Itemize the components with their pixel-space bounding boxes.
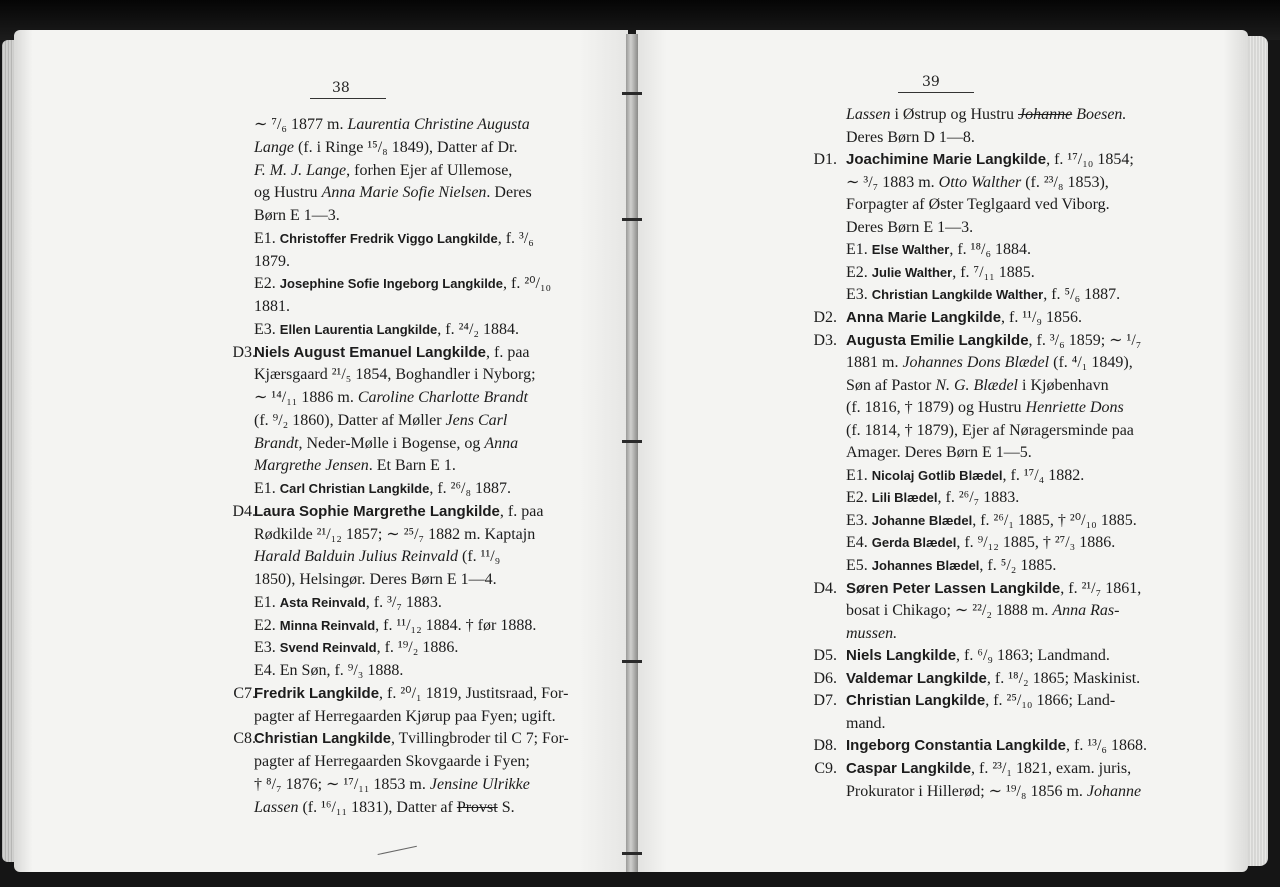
text-line [846,465,1166,487]
text-segment: Christian Langkilde [846,692,986,710]
text-segment: , f. ⁵/₂ 1885. [979,557,1057,574]
text-segment: , f. ¹⁸/₂ 1865; Maskinist. [986,669,1141,687]
text-segment: Rødkilde ²¹/₁₂ 1857; ∼ ²⁵/₇ 1882 m. Kaptajn [254,525,536,543]
text-segment: Anna Ras- [1052,602,1120,620]
text-segment: Gerda Blædel [871,535,957,551]
text-segment: 1850), Helsingør. Deres Børn E 1—4. [254,571,497,588]
text-line [254,387,569,409]
entry-label: D1. [813,151,837,169]
entry-label: D4. [232,502,256,520]
text-segment: Valdemar Langkilde [846,669,987,687]
text-segment: , f. ³/₇ 1883. [365,593,442,611]
text-segment: Provst [456,798,498,816]
text-segment: (f. ⁴/₁ 1849), [1049,354,1133,372]
text-segment: Niels Langkilde [846,647,957,665]
text-segment: ∼ ¹⁴/₁₁ 1886 m. [254,389,358,406]
page-number-rule [310,98,386,99]
text-line [846,600,1166,622]
text-segment: Christian Langkilde [254,730,391,748]
text-segment: , f. ²⁰/₁ 1819, Justitsraad, For- [379,684,569,702]
text-segment: , f. ²⁶/₁ 1885, † ²⁰/₁₀ 1885. [972,511,1137,529]
text-line [254,728,569,750]
text-segment: Nicolaj Gotlib Blædel [871,467,1003,483]
text-line [846,239,1166,261]
text-segment: Caroline Charlotte Brandt [357,389,528,406]
text-segment: E2. [254,275,280,293]
text-line [254,342,569,364]
text-segment: Laura Sophie Margrethe Langkilde [254,502,500,520]
text-line [846,172,1166,194]
text-segment: Christoffer Fredrik Viggo Langkilde [279,230,498,246]
text-segment: , f. ¹⁷/₁₀ 1854; [1046,151,1134,169]
binding-stitch [622,440,642,443]
text-line [846,217,1166,239]
text-segment: E3. [254,639,280,657]
text-segment: Johannes Blædel [871,558,980,573]
text-segment: , f. ²⁶/₇ 1883. [937,489,1020,507]
text-segment: E2. [254,616,280,634]
text-segment: Fredrik Langkilde [254,684,380,702]
text-segment: , f. ⁵/₆ 1887. [1043,286,1121,304]
text-line [254,205,569,227]
page-number: 39 [922,74,940,90]
text-segment: E4. En Søn, f. ⁹/₃ 1888. [254,662,404,679]
text-segment: , f. ¹⁸/₆ 1884. [949,241,1032,259]
text-segment: i Kjøbenhavn [1018,376,1109,394]
text-line [254,478,569,500]
binding-stitch [622,660,642,663]
text-line [846,284,1166,306]
text-line [254,774,569,796]
text-segment: Brandt [254,434,299,452]
text-segment: Ingeborg Constantia Langkilde [846,737,1067,755]
text-segment: E1. [254,480,280,497]
text-segment: Prokurator i Hillerød; ∼ ¹⁹/₈ 1856 m. [846,782,1087,800]
text-segment: Joachimine Marie Langkilde [846,151,1047,169]
text-segment: (f. 1814, † 1879), Ejer af Nøragersminde paa [846,421,1134,439]
text-segment: Anna [484,434,519,452]
text-segment: Deres Børn D 1—8. [846,128,975,146]
text-segment: ∼ ³/₇ 1883 m. [846,173,939,191]
text-segment: , f. ²⁶/₈ 1887. [429,480,512,497]
text-line [254,137,569,159]
text-segment: Amager. Deres Børn E 1—5. [846,444,1032,462]
text-segment: i Østrup og Hustru [890,106,1019,123]
text-segment: Søren Peter Lassen Langkilde [846,579,1061,597]
text-line [254,546,569,568]
text-line [254,160,569,182]
text-segment: (f. ⁹/₂ 1860), Datter af Møller [254,411,446,429]
text-segment: , f. ²³/₁ 1821, exam. juris, [971,759,1132,777]
text-segment: F. M. J. Lange [254,161,347,179]
text-segment: Carl Christian Langkilde [279,481,430,496]
entry-label: D3. [813,331,837,349]
text-line [254,228,569,250]
text-segment: , f. ²¹/₇ 1861, [1060,579,1142,597]
text-segment: † ⁸/₇ 1876; ∼ ¹⁷/₁₁ 1853 m. [254,775,430,793]
text-segment: N. G. Blædel [935,376,1018,394]
text-segment: Ellen Laurentia Langkilde [279,321,438,337]
entry-label: C8. [233,730,256,748]
text-segment: E4. [846,534,872,552]
entry-label: D4. [813,579,837,597]
text-line [846,420,1166,442]
text-segment: 1881 m. [846,354,903,372]
text-line [254,410,569,432]
text-segment: Margrethe Jensen [254,457,369,475]
text-segment: Forpagter af Øster Teglgaard ved Viborg. [846,196,1110,214]
text-segment: Henriette Dons [1025,399,1124,417]
text-segment: , f. ¹¹/₉ 1856. [1001,308,1082,326]
text-line [846,668,1166,690]
text-line [254,615,569,637]
text-line [846,375,1166,397]
text-segment: (f. ¹¹/₉ [457,548,501,566]
entry-label: D6. [813,669,837,687]
pencil-mark [375,834,417,855]
text-segment: Josephine Sofie Ingeborg Langkilde [279,276,503,292]
text-segment: Johannes Dons Blædel [902,354,1050,372]
text-segment: pagter af Herregaarden Skovgaarde i Fyen; [254,753,530,770]
text-segment: Christian Langkilde Walther [871,287,1044,303]
text-line [846,104,1166,126]
text-line [254,296,569,318]
text-line [254,501,569,523]
text-line [846,690,1166,712]
text-segment: , f. ²⁵/₁₀ 1866; Land- [985,692,1116,710]
text-segment: , f. ¹³/₆ 1868. [1066,737,1147,755]
text-line [254,273,569,295]
text-line [254,455,569,477]
text-line [846,330,1166,352]
text-segment: bosat i Chikago; ∼ ²²/₂ 1888 m. [846,602,1053,620]
text-segment: Jensine Ulrikke [429,775,530,793]
text-line [254,637,569,659]
text-segment: Otto Walther [938,173,1022,191]
text-line [254,706,569,728]
text-segment: 1881. [254,298,290,315]
entry-label: D3. [232,343,256,361]
text-line [846,352,1166,374]
text-segment: Johanne [1018,106,1073,123]
text-line [846,262,1166,284]
text-segment: , f. ¹¹/₁₂ 1884. † før 1888. [375,616,537,634]
text-segment: , f. paa [486,343,530,361]
text-segment: 1879. [254,252,290,270]
text-segment: , f. ²⁴/₂ 1884. [437,320,519,338]
text-line [846,532,1166,554]
text-line [846,149,1166,171]
text-segment: , f. ⁷/₁₁ 1885. [952,263,1035,281]
text-segment: Kjærsgaard ²¹/₅ 1854, Boghandler i Nyborg; [254,366,536,384]
text-line [846,645,1166,667]
text-segment: Deres Børn E 1—3. [846,218,974,236]
text-segment: , Tvillingbroder til C 7; For- [390,730,569,748]
text-segment: E3. [254,320,280,338]
entry-label: C7. [233,684,256,702]
text-segment: , f. ¹⁹/₂ 1886. [376,639,459,657]
text-segment: Caspar Langkilde [846,759,972,777]
book-spine [626,34,638,872]
text-segment: Svend Reinvald [279,640,377,656]
text-segment: Niels August Emanuel Langkilde [254,343,486,361]
text-segment: mussen. [846,624,898,642]
text-segment: Lassen [846,106,891,123]
text-segment: (f. ¹⁶/₁₁ 1831), Datter af [298,798,457,816]
text-line [846,781,1166,803]
binding-stitch [622,852,642,855]
entry-label: D5. [813,647,837,665]
entry-label: D8. [813,737,837,755]
text-segment: , f. ⁹/₁₂ 1885, † ²⁷/₃ 1886. [956,534,1116,552]
binding-stitch [622,92,642,95]
text-segment: E1. [254,593,280,611]
text-segment: . Deres [486,184,532,202]
text-segment: , f. ²⁰/₁₀ [502,275,552,293]
text-line [254,433,569,455]
binding-stitch [622,218,642,221]
text-segment: Augusta Emilie Langkilde [846,331,1029,349]
text-line [846,487,1166,509]
text-segment: Boesen. [1076,106,1127,123]
text-segment: , f. ¹⁷/₄ 1882. [1002,466,1085,484]
text-line [254,660,569,682]
text-segment: E2. [846,263,872,281]
text-line [254,319,569,341]
text-line [254,114,569,136]
text-line [846,510,1166,532]
text-segment: , Neder-Mølle i Bogense, og [298,434,485,452]
text-segment: E3. [846,511,872,529]
text-segment: Lassen [254,798,299,816]
text-line [254,182,569,204]
text-line [254,364,569,386]
text-segment: Harald Balduin Julius Reinvald [254,548,458,566]
text-segment: og Hustru [254,184,322,202]
text-segment: Lange [254,138,294,156]
text-line [846,397,1166,419]
text-segment: pagter af Herregaarden Kjørup paa Fyen; ugift. [254,707,556,725]
text-segment: (f. 1816, † 1879) og Hustru [846,399,1026,417]
text-segment: . Et Barn E 1. [368,457,456,475]
text-segment: (f. ²³/₈ 1853), [1021,173,1109,191]
text-segment: (f. i Ringe ¹⁵/₈ 1849), Datter af Dr. [294,138,518,156]
text-segment: E1. [846,241,872,259]
entry-label: D7. [813,692,837,710]
page-number: 38 [332,80,350,96]
text-line [254,751,569,773]
page-number-rule [898,92,974,93]
text-line [846,307,1166,329]
text-segment: Lili Blædel [871,490,938,506]
text-segment: , f. paa [499,502,544,520]
text-segment: S. [497,798,515,816]
text-line [846,623,1166,645]
text-segment: E1. [846,466,872,484]
text-line [846,555,1166,577]
text-segment: mand. [846,714,886,732]
text-segment: Johanne Blædel [871,512,973,528]
text-line [254,683,569,705]
page-left [14,30,628,872]
text-segment: Jens Carl [445,411,508,429]
text-segment: , forhen Ejer af Ullemose, [346,161,513,179]
text-line [254,524,569,546]
text-segment: Anna Marie Sofie Nielsen [321,184,487,202]
text-segment: E5. [846,557,872,574]
entry-label: D2. [813,308,837,326]
text-line [846,578,1166,600]
text-segment: Johanne [1086,782,1142,800]
text-segment: ∼ ⁷/₆ 1877 m. [254,116,348,133]
text-line [846,127,1166,149]
text-segment: E1. [254,229,280,247]
text-line [846,194,1166,216]
text-segment: Julie Walther [871,264,953,280]
text-segment: Asta Reinvald [279,594,366,610]
text-segment: , f. ³/₆ 1859; ∼ ¹/₇ [1028,331,1142,349]
text-segment: E3. [846,286,872,304]
entry-label: C9. [814,759,837,777]
text-line [254,569,569,591]
text-segment: Else Walther [871,242,950,258]
text-line [254,797,569,819]
text-line [254,251,569,273]
text-segment: Laurentia Christine Augusta [347,116,530,133]
text-segment: E2. [846,489,872,507]
text-segment: Anna Marie Langkilde [846,308,1002,326]
text-line [254,592,569,614]
text-segment: Børn E 1—3. [254,207,340,224]
page-right [636,30,1248,872]
text-segment: , f. ⁶/₉ 1863; Landmand. [956,647,1110,665]
text-segment: Minna Reinvald [279,617,376,633]
text-line [846,442,1166,464]
text-segment: , f. ³/₆ [497,229,534,247]
text-line [846,713,1166,735]
text-line [846,758,1166,780]
text-line [846,735,1166,757]
text-segment: Søn af Pastor [846,376,936,394]
